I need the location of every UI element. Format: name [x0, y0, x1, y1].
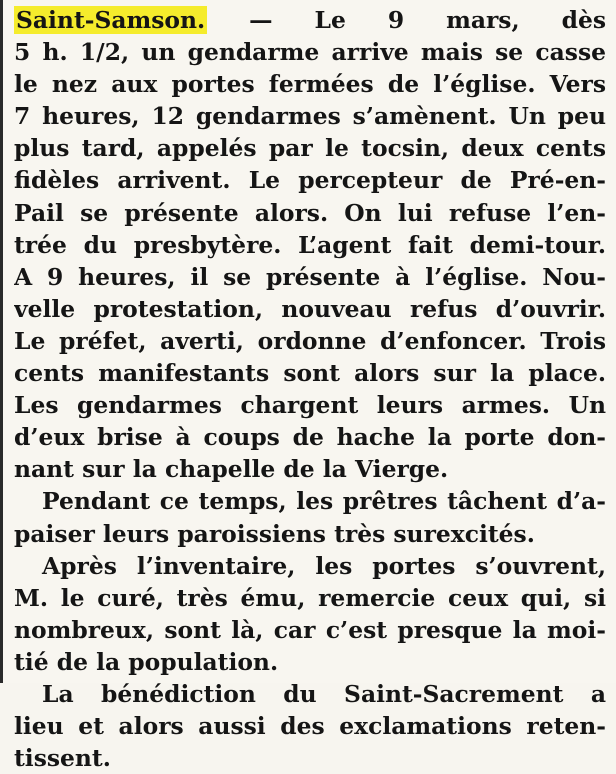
paragraph-1-line-3: le nez aux portes fermées de l’église. Vers [14, 70, 606, 99]
paragraph-3-line-2: M. le curé, très ému, remercie ceux qui, si [14, 583, 606, 612]
paragraph-1-line-13: Les gendarmes chargent leurs armes. Un [14, 391, 606, 420]
paragraph-3-line-4: tié de la population. [14, 647, 279, 676]
paragraph-1-line-7: Pail se présente alors. On lui refuse l’en- [14, 198, 606, 227]
paragraph-4-line-3: tissent. [14, 744, 111, 773]
paragraph-1-line-4: 7 heures, 12 gendarmes s’amènent. Un peu [14, 102, 606, 131]
paragraph-1-line-11: Le préfet, averti, ordonne d’enfoncer. Trois [14, 326, 606, 355]
paragraph-1-line-6: fidèles arrivent. Le percepteur de Pré-en- [14, 166, 606, 195]
paragraph-4-line-2: lieu et alors aussi des exclamations reten- [14, 712, 606, 741]
paragraph-4-line-1: La bénédiction du Saint-Sacrement a [42, 679, 606, 708]
paragraph-1-line-2: 5 h. 1/2, un gendarme arrive mais se casse [14, 38, 606, 67]
paragraph-1-line-9: A 9 heures, il se présente à l’église. Nou- [14, 262, 606, 291]
paragraph-3-line-3: nombreux, sont là, car c’est presque la moi- [14, 615, 606, 644]
place-name-heading: Saint-Samson. [16, 6, 206, 34]
paragraph-2-line-2: paiser leurs paroissiens très surexcités. [14, 519, 535, 548]
paragraph-1-line-12: cents manifestants sont alors sur la place. [14, 359, 606, 388]
paragraph-3-line-1: Après l’inventaire, les portes s’ouvrent, [42, 551, 606, 580]
paragraph-1-line-14: d’eux brise à coups de hache la porte don- [14, 423, 606, 452]
paragraph-2-line-1: Pendant ce temps, les prêtres tâchent d’a- [42, 487, 606, 516]
paragraph-1-line-10: velle protestation, nouveau refus d’ouvrir. [14, 294, 606, 323]
heading-dash: — [249, 6, 273, 34]
paragraph-1-line-1-text: Le 9 mars, dès [314, 6, 606, 34]
paragraph-1-line-8: trée du presbytère. L’agent fait demi-tour. [14, 230, 606, 259]
paragraph-1-line-15: nant sur la chapelle de la Vierge. [14, 455, 449, 484]
paragraph-1-line-1 [14, 4, 606, 36]
article-column [14, 4, 606, 774]
paragraph-1-line-5: plus tard, appelés par le tocsin, deux cents [14, 134, 606, 163]
column-rule [0, 0, 3, 683]
